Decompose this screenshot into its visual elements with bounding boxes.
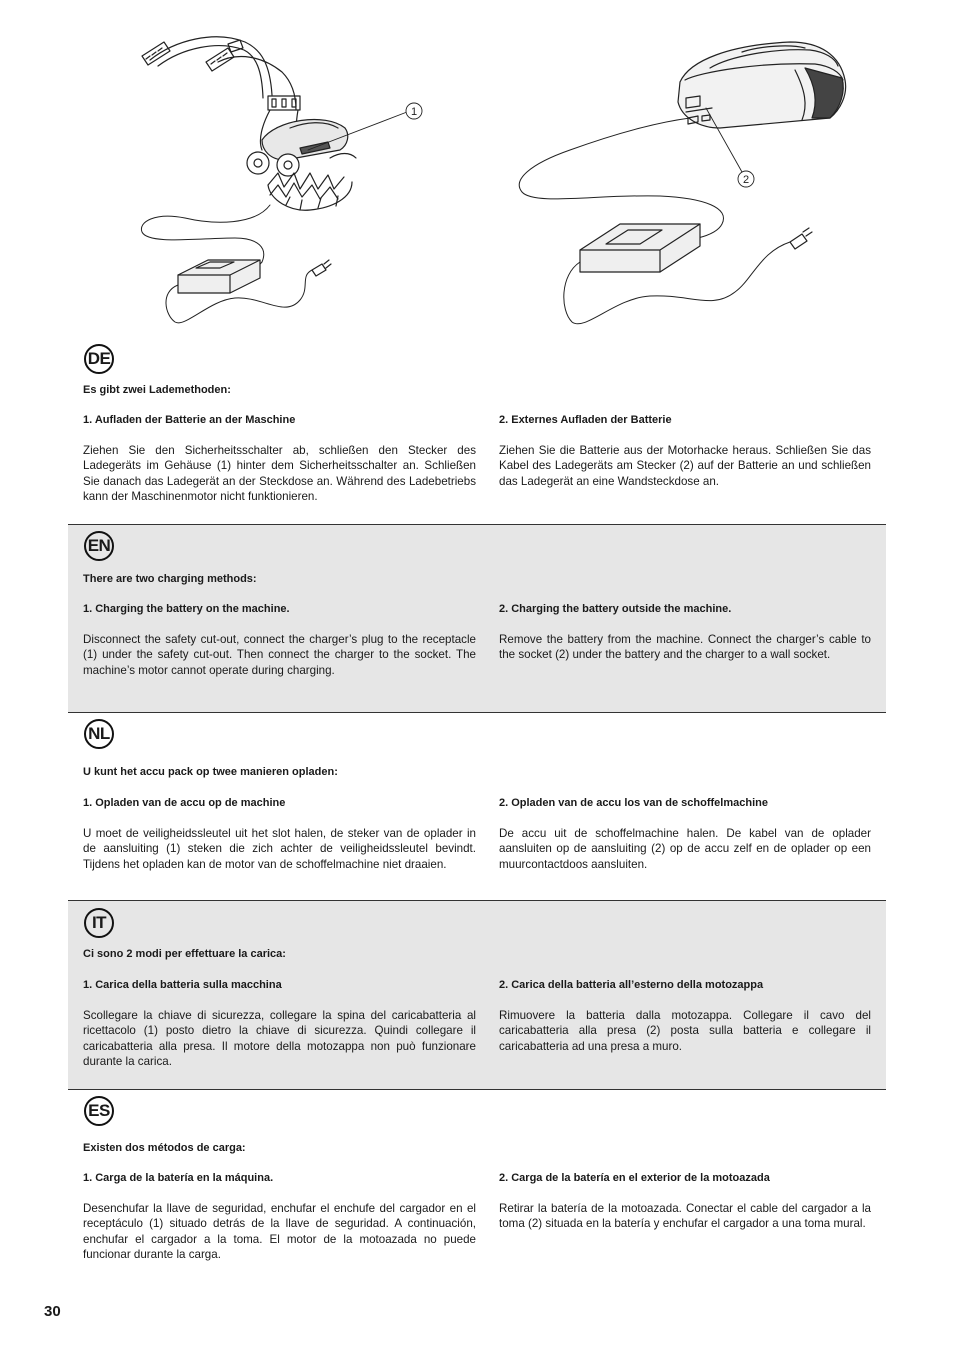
language-badge-en: EN xyxy=(84,531,114,561)
tiller-illustration xyxy=(141,37,422,323)
section-it xyxy=(68,900,886,1089)
method-1-column xyxy=(83,796,476,872)
method-2-column xyxy=(499,413,871,489)
method-2-text: Retirar la batería de la motoazada. Conectar el cable del cargador a la toma (2) situada en la batería y enchufar el cargador a una toma mural. xyxy=(499,1202,871,1231)
method-1-text: Ziehen Sie den Sicherheitsschalter ab, schließen den Stecker des Ladegeräts im Gehäuse (1) hinter dem Sicherheitsschalter an. Schließen Sie danach das Ladegerät an der Steckdose an. Während des Ladebetriebs kann der Maschinenmotor nicht funktionieren. xyxy=(83,444,476,503)
method-1-column xyxy=(83,978,476,1069)
method-2-text: Rimuovere la batteria dalla motozappa. Collegare il cavo del caricabatteria alla presa (2) posta sulla batteria e collegare il caricabatteria ad una presa a muro. xyxy=(499,1009,871,1053)
method-2-column xyxy=(499,978,871,1054)
method-2-title: 2. Charging the battery outside the machine. xyxy=(499,603,732,615)
method-2-title: 2. Externes Aufladen der Batterie xyxy=(499,414,672,426)
method-1-title: 1. Carica della batteria sulla macchina xyxy=(83,979,282,991)
section-intro: Existen dos métodos de carga: xyxy=(83,1142,246,1154)
language-badge-de: DE xyxy=(84,344,114,374)
section-nl xyxy=(68,712,886,900)
method-1-title: 1. Aufladen der Batterie an der Maschine xyxy=(83,414,296,426)
language-badge-es: ES xyxy=(84,1096,114,1126)
method-2-title: 2. Carga de la batería en el exterior de la motoazada xyxy=(499,1172,770,1184)
method-2-title: 2. Opladen van de accu los van de schoffelmachine xyxy=(499,797,768,809)
page-number: 30 xyxy=(44,1303,61,1320)
illustrations xyxy=(0,0,954,340)
method-1-title: 1. Charging the battery on the machine. xyxy=(83,603,290,615)
section-de xyxy=(68,340,886,524)
method-1-title: 1. Carga de la batería en la máquina. xyxy=(83,1172,274,1184)
method-1-title: 1. Opladen van de accu op de machine xyxy=(83,797,286,809)
method-1-text: Disconnect the safety cut-out, connect the charger’s plug to the receptacle (1) under the safety cut-out. Then connect the charger to the socket. The machine’s motor cannot operate during charging. xyxy=(83,633,476,677)
method-1-text: Scollegare la chiave di sicurezza, collegare la spina del caricabatteria al ricettacolo (1) posto dietro la chiave di sicurezza. Quindi collegare il caricabatteria alla presa. Il motore della motozappa non può funzionare durante la carica. xyxy=(83,1009,476,1068)
callout-1-label: 1 xyxy=(410,106,418,118)
method-2-column xyxy=(499,602,871,663)
section-intro: Ci sono 2 modi per effettuare la carica: xyxy=(83,948,286,960)
battery-illustration xyxy=(519,42,845,324)
section-intro: Es gibt zwei Lademethoden: xyxy=(83,384,231,396)
section-intro: There are two charging methods: xyxy=(83,573,257,585)
method-2-column xyxy=(499,1171,871,1232)
method-2-title: 2. Carica della batteria all’esterno della motozappa xyxy=(499,979,764,991)
language-badge-it: IT xyxy=(84,908,114,938)
method-1-column xyxy=(83,1171,476,1262)
method-1-text: U moet de veiligheidssleutel uit het slot halen, de steker van de oplader in de aansluiting (1) steken die zich achter de veiligheidssleutel bevindt. Tijdens het opladen kan de motor van de schoffelmachine niet draaien. xyxy=(83,827,476,871)
charging-illustrations xyxy=(0,0,954,340)
method-2-text: Ziehen Sie die Batterie aus der Motorhacke heraus. Schließen Sie das Kabel des Ladegeräts am Stecker (2) auf der Batterie an und schließen das Ladegerät an eine Wandsteckdose an. xyxy=(499,444,871,488)
language-badge-nl: NL xyxy=(84,719,114,749)
method-1-column xyxy=(83,602,476,678)
method-1-text: Desenchufar la llave de seguridad, enchufar el enchufe del cargador en el receptáculo (1) situado detrás de la llave de seguridad. A continuación, enchufar el cargador a la toma. El motor de la motoazada no puede funcionar durante la carga. xyxy=(83,1202,476,1261)
method-2-text: Remove the battery from the machine. Connect the charger’s cable to the socket (2) under the battery and the charger to a wall socket. xyxy=(499,633,871,662)
section-en xyxy=(68,524,886,713)
section-intro: U kunt het accu pack op twee manieren opladen: xyxy=(83,766,338,778)
section-es xyxy=(68,1089,886,1269)
callout-2-label: 2 xyxy=(742,174,750,186)
method-2-text: De accu uit de schoffelmachine halen. De kabel van de oplader aansluiten op de aansluiting (2) op de accu zelf en de oplader op een muurcontactdoos aansluiten. xyxy=(499,827,871,871)
method-2-column xyxy=(499,796,871,872)
method-1-column xyxy=(83,413,476,504)
